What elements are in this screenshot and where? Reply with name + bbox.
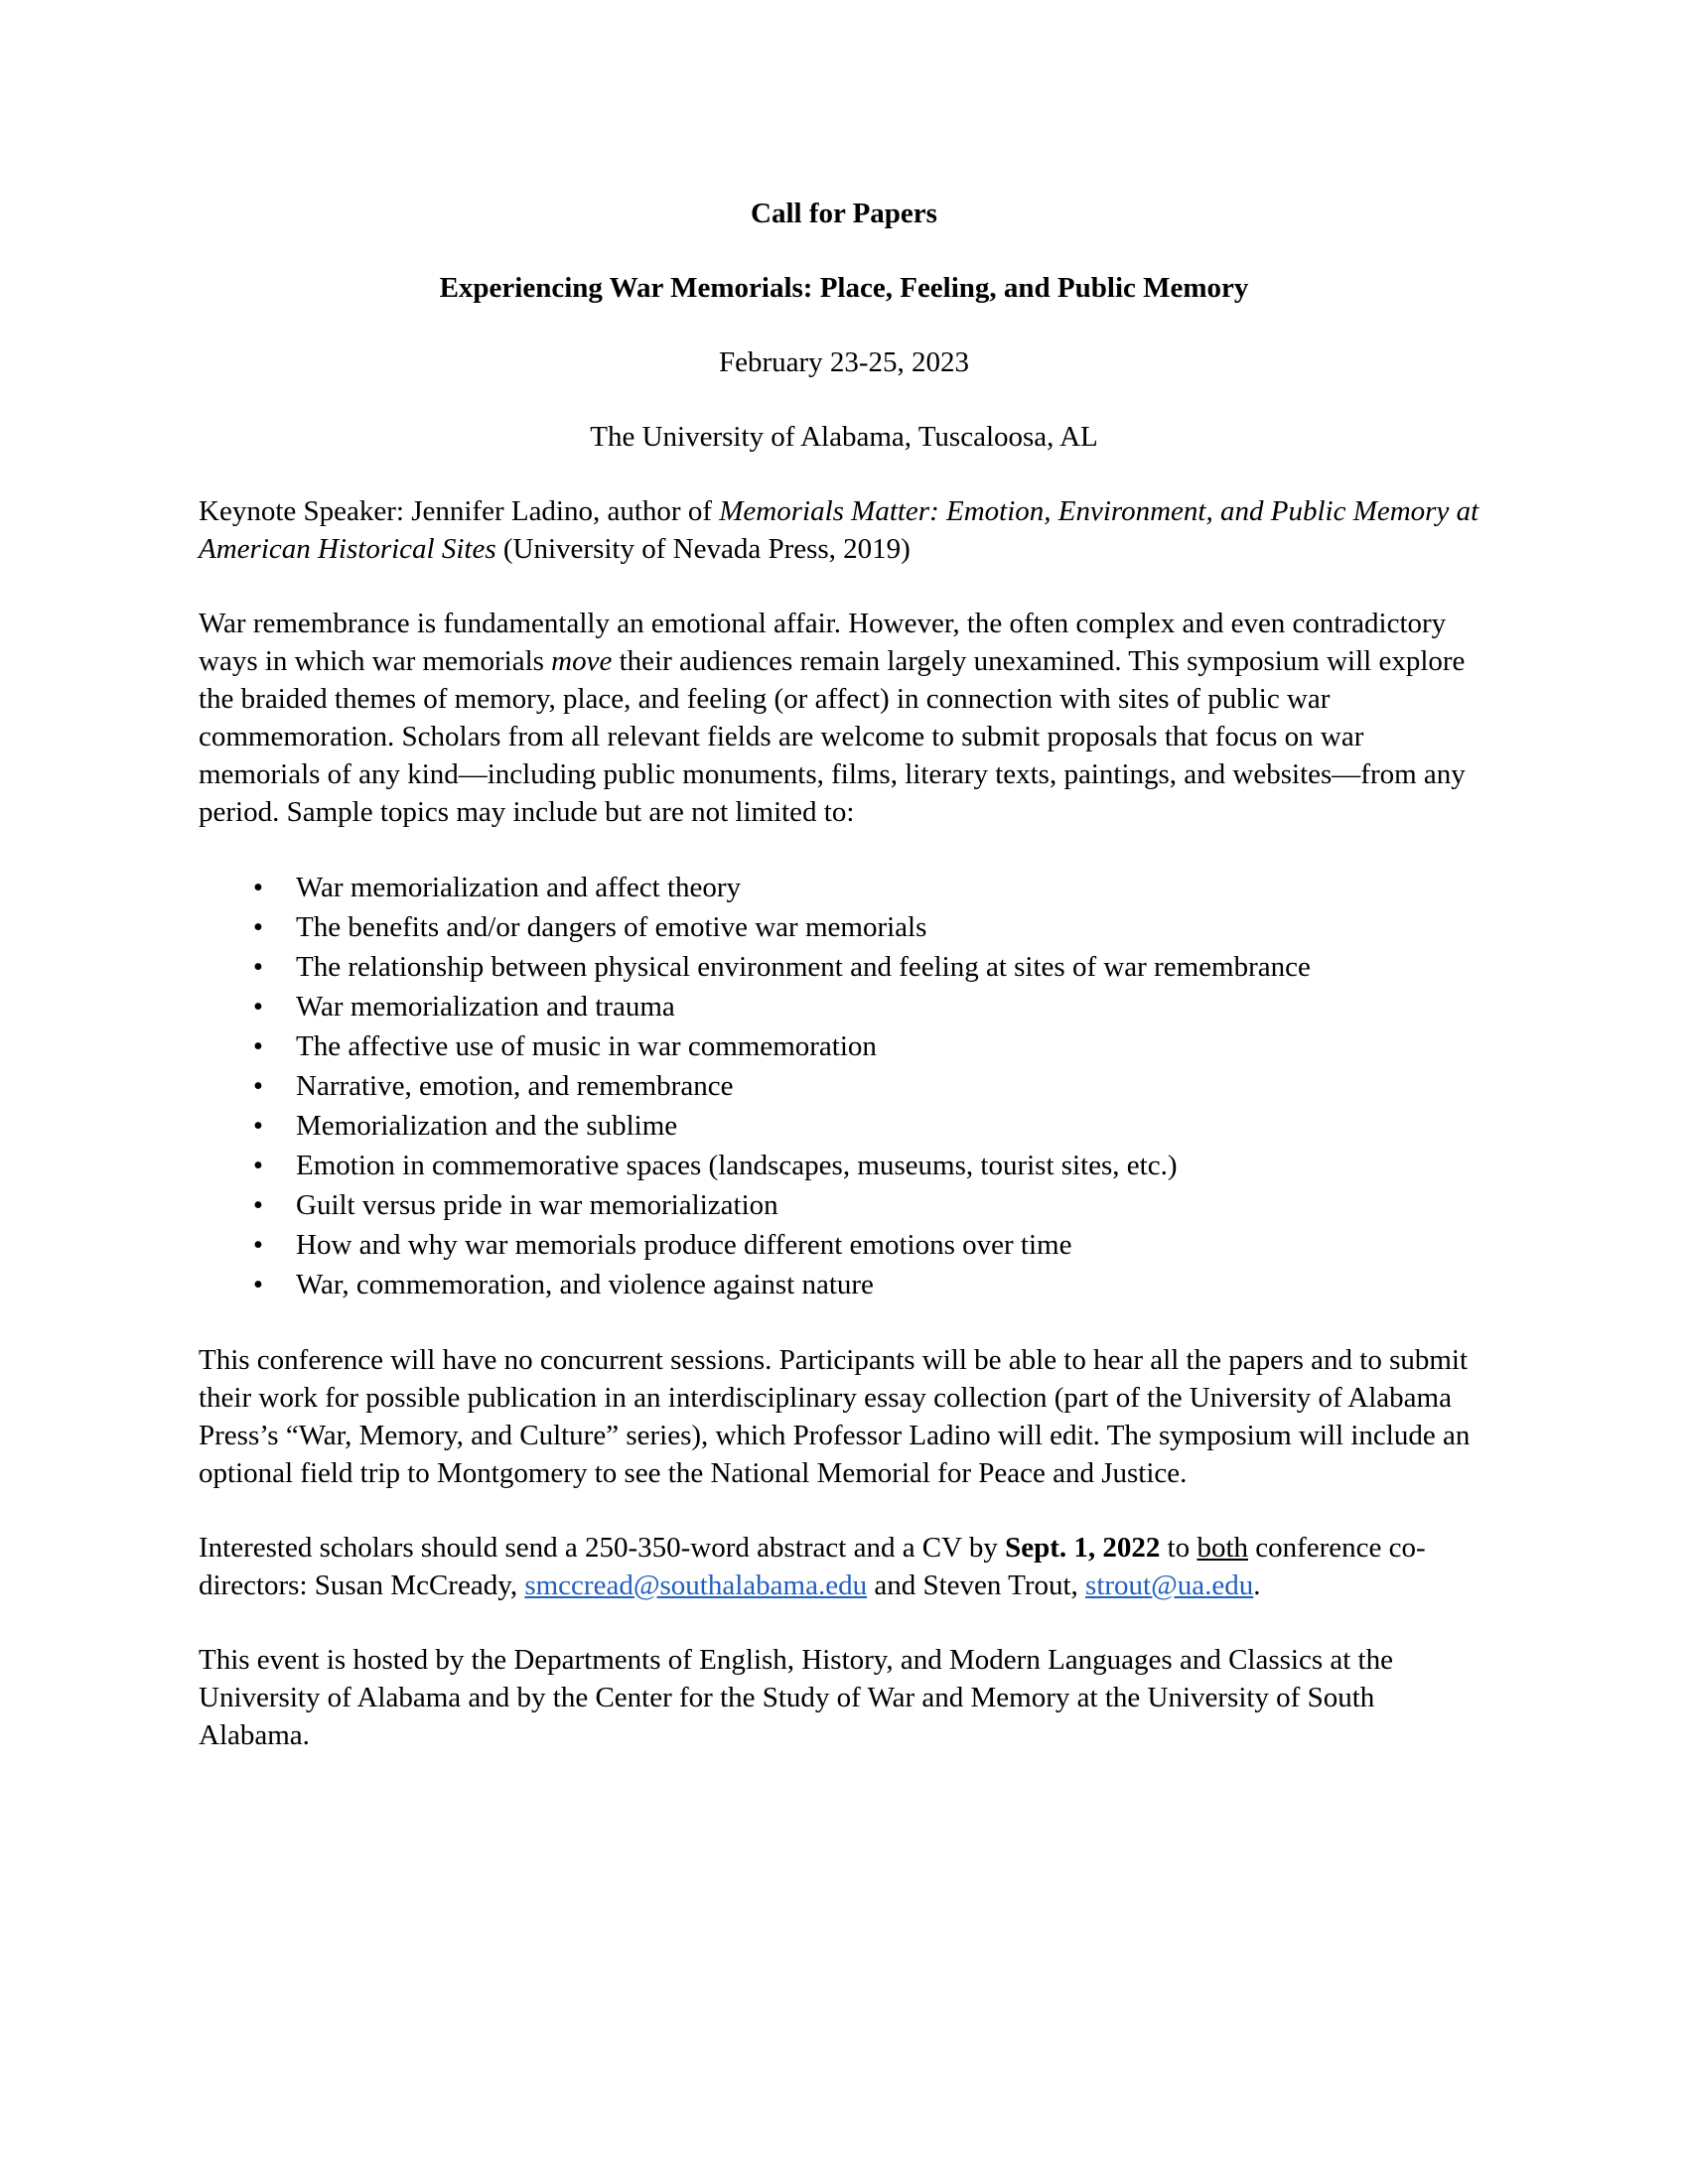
hosts-paragraph: This event is hosted by the Departments of English, History, and Modern Languages and Classics at the University of Alabama and by the Center for the Study of War and Memory at the University of South Alabama. [199,1644,1393,1751]
event-name: Experiencing War Memorials: Place, Feeling, and Public Memory [439,272,1249,304]
bullet-icon: • [252,1229,264,1261]
list-item [199,987,1489,1026]
bullet-icon: • [252,1030,264,1062]
topic-text: The affective use of music in war commemoration [296,1030,877,1062]
bullet-icon: • [252,951,264,983]
conference-info-paragraph: This conference will have no concurrent sessions. Participants will be able to hear all the papers and to submit their work for possible publication in an interdisciplinary essay collection (part of the University of Alabama Press’s “War, Memory, and Culture” series), which Professor Ladino will edit. The symposium will include an optional field trip to Montgomery to see the National Memorial for Peace and Justice. [199,1344,1471,1489]
intro-part1: War remembrance is fundamentally an emotional affair. However, the often complex and even contradictory ways in which war memorials [199,608,1447,677]
email-link-mccready[interactable]: smccread@southalabama.edu [524,1570,868,1601]
list-item [199,947,1489,987]
list-item [199,1185,1489,1225]
submission-both: both [1196,1532,1248,1564]
list-item [199,1106,1489,1146]
topic-text: Memorialization and the sublime [296,1110,678,1142]
topic-text: Emotion in commemorative spaces (landscapes, museums, tourist sites, etc.) [296,1150,1178,1181]
topic-text: Guilt versus pride in war memorialization [296,1189,778,1221]
submission-part2: to [1160,1532,1197,1564]
submission-part4: and Steven Trout, [867,1570,1086,1601]
intro-paragraph [199,605,1489,831]
bullet-icon: • [252,1150,264,1181]
keynote-prefix: Keynote Speaker: Jennifer Ladino, author of [199,495,720,527]
topic-text: War memorialization and affect theory [296,872,742,903]
topics-list [199,868,1489,1304]
list-item [199,1146,1489,1185]
list-item [199,907,1489,947]
submission-part3: conference co-directors: Susan McCready, [199,1532,1426,1601]
topic-text: The relationship between physical environment and feeling at sites of war remembrance [296,951,1311,983]
bullet-icon: • [252,1189,264,1221]
submission-deadline: Sept. 1, 2022 [1005,1532,1161,1564]
keynote-suffix: (University of Nevada Press, 2019) [495,533,911,565]
list-item [199,1225,1489,1265]
submission-part5: . [1253,1570,1261,1601]
document-page [199,195,1489,1791]
keynote-book-title: Memorials Matter: Emotion, Environment, and Public Memory at American Historical Sites [199,495,1479,565]
bullet-icon: • [252,1269,264,1300]
bullet-icon: • [252,872,264,903]
keynote-paragraph [199,492,1489,568]
bullet-icon: • [252,911,264,943]
bullet-icon: • [252,1070,264,1102]
submission-part1: Interested scholars should send a 250-350-word abstract and a CV by [199,1532,1006,1564]
list-item [199,1265,1489,1304]
event-dates: February 23-25, 2023 [718,346,970,378]
intro-part2: their audiences remain largely unexamined. This symposium will explore the braided themes of memory, place, and feeling (or affect) in connection with sites of public war commemoration. Scholars from all relevant fields are welcome to submit proposals that focus on war memorials of any kind—including public monuments, films, literary texts, paintings, and websites—from any period. Sample topics may include but are not limited to: [199,645,1466,828]
document-title: Call for Papers [751,198,937,229]
intro-emphasis: move [551,645,613,677]
topic-text: The benefits and/or dangers of emotive war memorials [296,911,927,943]
list-item [199,868,1489,907]
topic-text: War, commemoration, and violence against nature [296,1269,874,1300]
bullet-icon: • [252,1110,264,1142]
list-item [199,1026,1489,1066]
submission-paragraph [199,1529,1489,1604]
bullet-icon: • [252,991,264,1023]
email-link-trout[interactable]: strout@ua.edu [1085,1570,1254,1601]
event-location: The University of Alabama, Tuscaloosa, AL [590,421,1098,453]
topic-text: Narrative, emotion, and remembrance [296,1070,734,1102]
topic-text: How and why war memorials produce different emotions over time [296,1229,1072,1261]
topic-text: War memorialization and trauma [296,991,675,1023]
list-item [199,1066,1489,1106]
